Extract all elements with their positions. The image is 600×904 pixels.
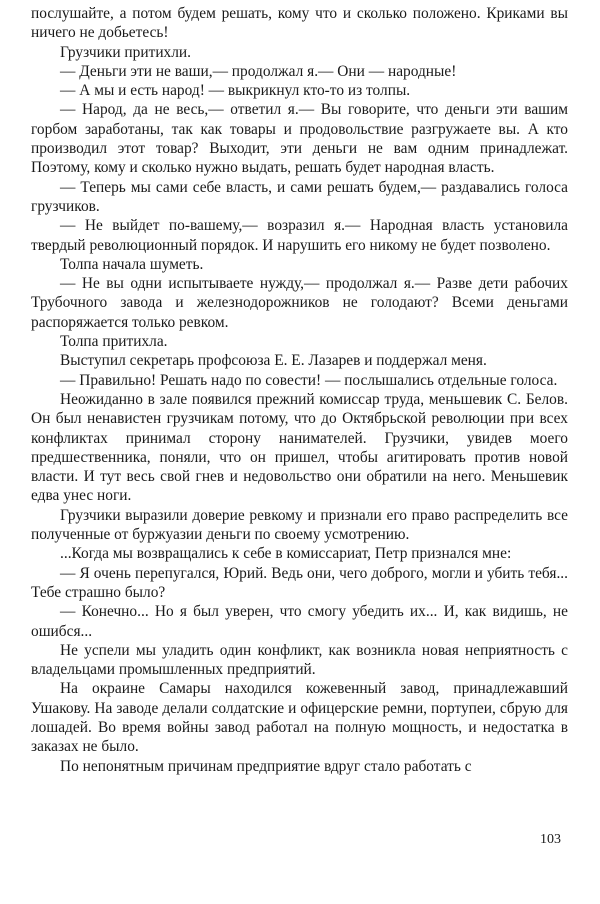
paragraph: — Деньги эти не ваши,— продолжал я.— Они — народные! bbox=[60, 62, 457, 80]
paragraph: — Не выйдет по-вашему,— возразил я.— Народная власть установила твердый революционный порядок. И нарушить его никому не будет позволено. bbox=[31, 217, 568, 254]
paragraph: послушайте, а потом будем решать, кому что и сколько положено. Криками вы ничего не добьетесь! bbox=[31, 5, 568, 42]
paragraph: — Конечно... Но я был уверен, что смогу убедить их... И, как видишь, не ошибся... bbox=[31, 603, 568, 640]
paragraph: Толпа притихла. bbox=[60, 333, 168, 351]
paragraph: Выступил секретарь профсоюза Е. Е. Лазарев и поддержал меня. bbox=[60, 352, 487, 370]
paragraph: — Народ, да не весь,— ответил я.— Вы говорите, что деньги эти вашим горбом заработаны, так как товары и продовольствие разгружаете вы. А кто производил этот товар? Выходит, эти деньги не вам одним принадлежат. Поэтому, кому и сколько нужно выдать, решать будет народная власть. bbox=[31, 101, 568, 177]
paragraph: ...Когда мы возвращались к себе в комиссариат, Петр признался мне: bbox=[60, 545, 512, 563]
paragraph: Не успели мы уладить один конфликт, как возникла новая неприятность с владельцами промышленных предприятий. bbox=[31, 641, 568, 679]
paragraph: — Не вы одни испытываете нужду,— продолжал я.— Разве дети рабочих Трубочного завода и железнодорожников не голодают? Всеми деньгами распоряжается только ревком. bbox=[31, 275, 568, 331]
paragraph: Толпа начала шуметь. bbox=[60, 255, 204, 273]
paragraph: — Я очень перепугался, Юрий. Ведь они, чего доброго, могли и убить тебя... Тебе страшно было? bbox=[31, 564, 568, 601]
page-text bbox=[31, 4, 568, 776]
paragraph: — Теперь мы сами себе власть, и сами решать будем,— раздавались голоса грузчиков. bbox=[31, 178, 568, 215]
paragraph: По непонятным причинам предприятие вдруг стало работать с bbox=[60, 757, 472, 775]
paragraph: — Правильно! Решать надо по совести! — послышались отдельные голоса. bbox=[60, 371, 558, 389]
paragraph: Грузчики притихли. bbox=[60, 43, 192, 61]
paragraph: Грузчики выразили доверие ревкому и признали его право распределить все полученные от буржуазии деньги по своему усмотрению. bbox=[31, 506, 568, 544]
paragraph: Неожиданно в зале появился прежний комиссар труда, меньшевик С. Белов. Он был ненавистен грузчикам потому, что до Октябрьской революции при всех конфликтах принимал сторону нанимателей. Грузчики, увидев моего предшественника, поняли, что он пришел, чтобы агитировать против новой власти. И тут весь свой гнев и недовольство они обратили на него. Меньшевик едва унес ноги. bbox=[31, 390, 568, 505]
paragraph: На окраине Самары находился кожевенный завод, принадлежавший Ушакову. На заводе делали солдатские и офицерские ремни, портупеи, сбрую для лошадей. Во время войны завод работал на полную мощность, и недостатка в заказах не было. bbox=[31, 680, 568, 756]
paragraph: — А мы и есть народ! — выкрикнул кто-то из толпы. bbox=[60, 82, 411, 100]
page-number: 103 bbox=[540, 832, 561, 847]
